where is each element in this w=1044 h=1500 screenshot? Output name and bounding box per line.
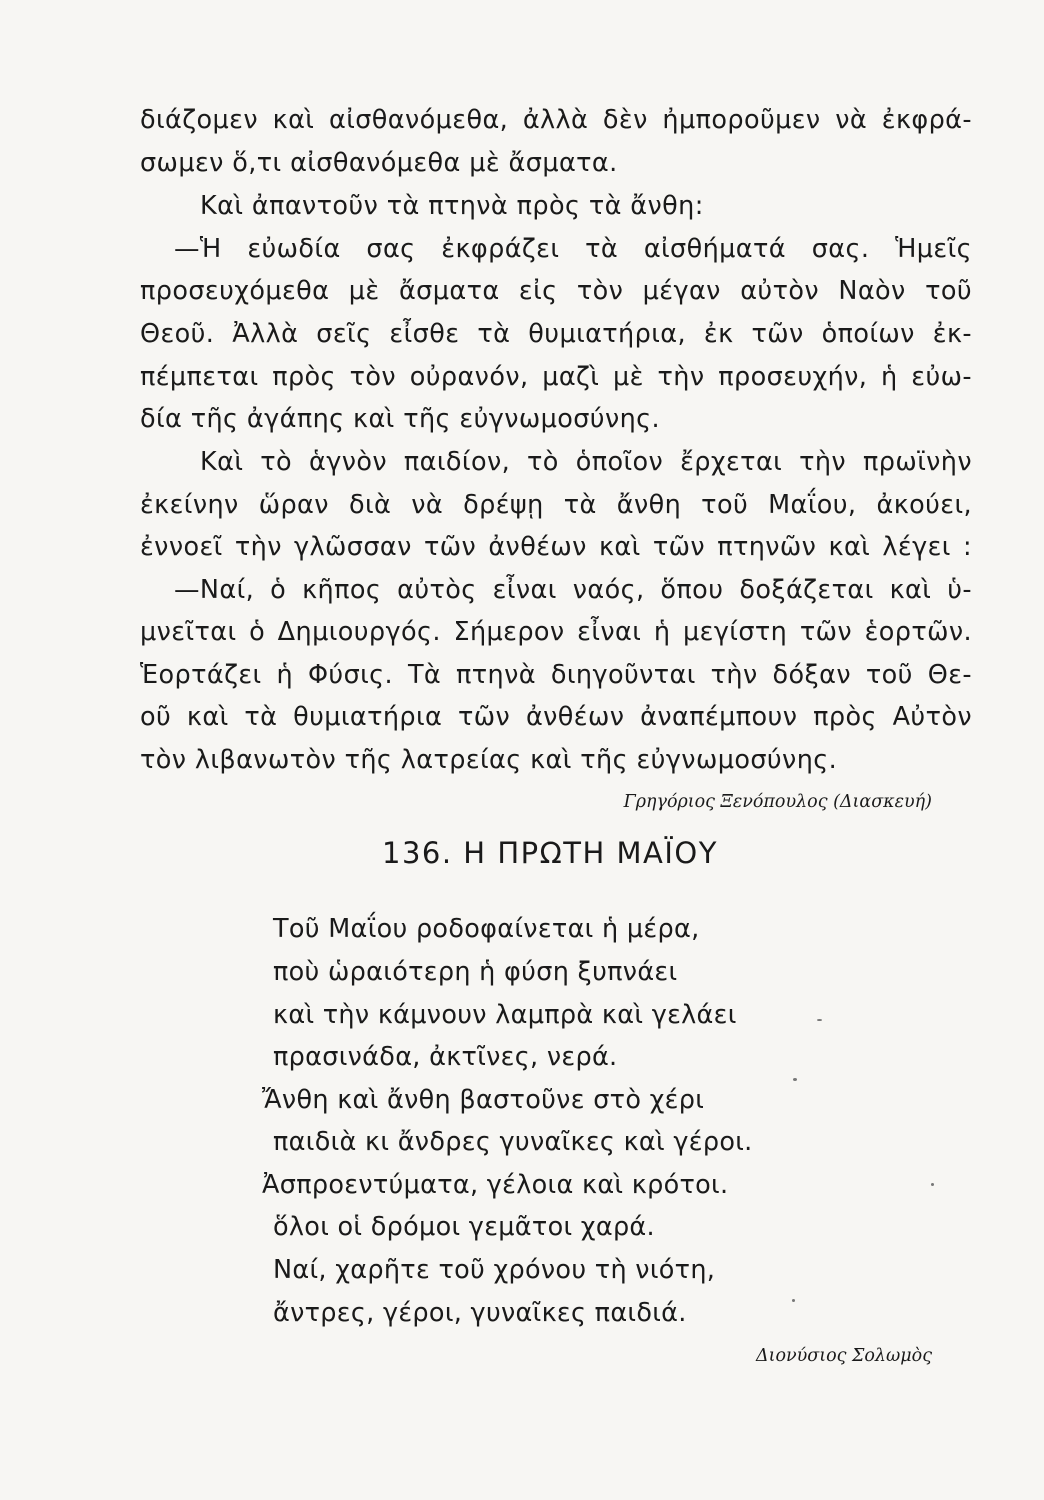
poem-attribution: Διονύσιος Σολωμὸς xyxy=(756,1346,932,1366)
prose-line: δία τῆς ἀγάπης καὶ τῆς εὐγνωμοσύνης. xyxy=(140,404,661,434)
prose-line: ἐκείνην ὥραν διὰ νὰ δρέψῃ τὰ ἄνθη τοῦ Μαΐου, ἀκούει, xyxy=(140,490,972,520)
print-speck xyxy=(793,1078,797,1081)
poem-line: ὅλοι οἱ δρόμοι γεμᾶτοι χαρά. xyxy=(273,1212,655,1242)
prose-line: Θεοῦ. Ἀλλὰ σεῖς εἶσθε τὰ θυμιατήρια, ἐκ τῶν ὁποίων ἐκ- xyxy=(140,319,972,349)
prose-line: προσευχόμεθα μὲ ἄσματα εἰς τὸν μέγαν αὐτὸν Ναὸν τοῦ xyxy=(140,276,972,306)
print-speck xyxy=(931,1183,934,1186)
poem-line: Ἀσπροεντύματα, γέλοια καὶ κρότοι. xyxy=(262,1170,729,1200)
prose-line: οῦ καὶ τὰ θυμιατήρια τῶν ἀνθέων ἀναπέμπουν πρὸς Αὐτὸν xyxy=(140,702,972,732)
prose-line: πέμπεται πρὸς τὸν οὐρανόν, μαζὶ μὲ τὴν προσευχήν, ἡ εὐω- xyxy=(140,362,972,392)
prose-line: σωμεν ὅ,τι αἰσθανόμεθα μὲ ἄσματα. xyxy=(140,148,618,178)
prose-line: —Ναί, ὁ κῆπος αὐτὸς εἶναι ναός, ὅπου δοξάζεται καὶ ὑ- xyxy=(174,575,972,605)
poem-line: ἄντρες, γέροι, γυναῖκες παιδιά. xyxy=(273,1298,687,1328)
prose-line: διάζομεν καὶ αἰσθανόμεθα, ἀλλὰ δὲν ἠμποροῦμεν νὰ ἐκφρά- xyxy=(140,105,972,135)
prose-attribution: Γρηγόριος Ξενόπουλος (Διασκευή) xyxy=(623,792,932,812)
poem-line: Ἄνθη καὶ ἄνθη βαστοῦνε στὸ χέρι xyxy=(262,1085,705,1115)
print-speck xyxy=(817,1019,822,1021)
prose-line: ἐννοεῖ τὴν γλῶσσαν τῶν ἀνθέων καὶ τῶν πτηνῶν καὶ λέγει : xyxy=(140,532,972,562)
prose-line: μνεῖται ὁ Δημιουργός. Σήμερον εἶναι ἡ μεγίστη τῶν ἑορτῶν. xyxy=(140,617,972,647)
poem-title: 136. Η ΠΡΩΤΗ ΜΑΪΟΥ xyxy=(382,836,718,870)
poem-line: παιδιὰ κι ἄνδρες γυναῖκες καὶ γέροι. xyxy=(273,1127,753,1157)
poem-line: Τοῦ Μαΐου ροδοφαίνεται ἡ μέρα, xyxy=(273,914,700,944)
prose-line: Καὶ ἀπαντοῦν τὰ πτηνὰ πρὸς τὰ ἄνθη: xyxy=(200,191,704,221)
print-speck xyxy=(792,1299,795,1302)
prose-line: —Ἡ εὐωδία σας ἐκφράζει τὰ αἰσθήματά σας. Ἡμεῖς xyxy=(174,234,972,264)
poem-line: πρασινάδα, ἀκτῖνες, νερά. xyxy=(273,1042,618,1072)
poem-line: Ναί, χαρῆτε τοῦ χρόνου τὴ νιότη, xyxy=(273,1255,716,1285)
prose-line: τὸν λιβανωτὸν τῆς λατρείας καὶ τῆς εὐγνωμοσύνης. xyxy=(140,745,838,775)
prose-line: Ἑορτάζει ἡ Φύσις. Τὰ πτηνὰ διηγοῦνται τὴν δόξαν τοῦ Θε- xyxy=(140,660,972,690)
prose-line: Καὶ τὸ ἁγνὸν παιδίον, τὸ ὁποῖον ἔρχεται τὴν πρωϊνὴν xyxy=(200,447,972,477)
poem-line: ποὺ ὡραιότερη ἡ φύση ξυπνάει xyxy=(273,957,678,987)
poem-line: καὶ τὴν κάμνουν λαμπρὰ καὶ γελάει xyxy=(273,1000,737,1030)
